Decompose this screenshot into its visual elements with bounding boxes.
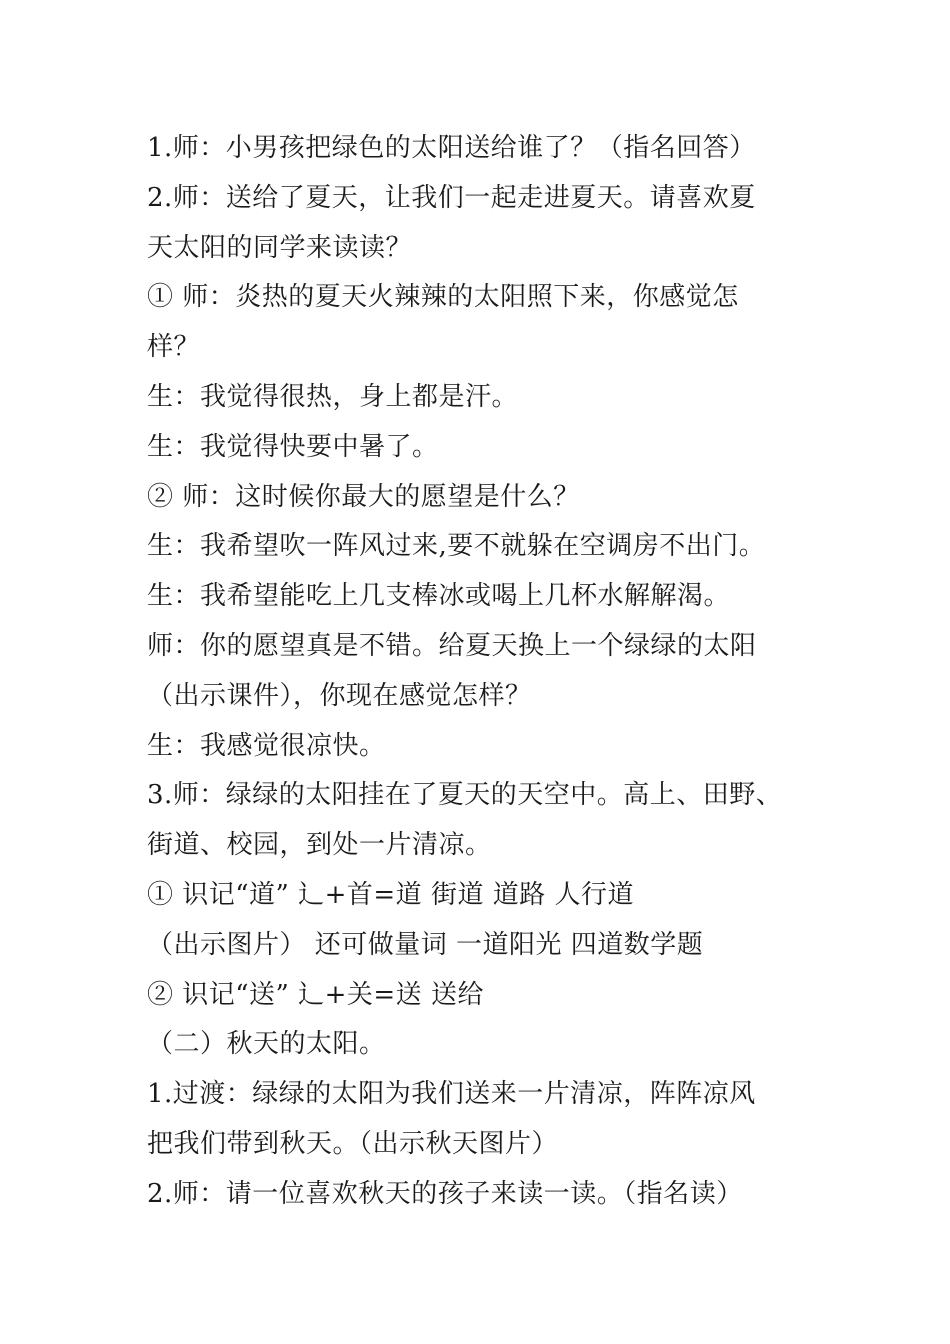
text-line: ① 师：炎热的夏天火辣辣的太阳照下来，你感觉怎 [147, 282, 739, 313]
text-line: 把我们带到秋天。（出示秋天图片） [147, 1128, 559, 1159]
text-line: 师：你的愿望真是不错。给夏天换上一个绿绿的太阳 [147, 630, 757, 661]
text-line: 街道、校园，到处一片清凉。 [147, 830, 492, 861]
text-line: 天太阳的同学来读读？ [147, 232, 413, 263]
text-line: （出示课件），你现在感觉怎样？ [147, 680, 532, 711]
text-line: ① 识记“道” 辶+首=道 街道 道路 人行道 [147, 879, 634, 910]
text-line: 生：我希望吹一阵风过来,要不就躲在空调房不出门。 [147, 531, 766, 562]
text-line: 3.师：绿绿的太阳挂在了夏天的天空中。高上、田野、 [147, 780, 783, 811]
section-heading: （二）秋天的太阳。 [147, 1029, 386, 1060]
text-line: 2.师：请一位喜欢秋天的孩子来读一读。（指名读） [147, 1178, 743, 1209]
text-line: 生：我感觉很凉快。 [147, 730, 386, 761]
text-line: 2.师：送给了夏天，让我们一起走进夏天。请喜欢夏 [147, 182, 756, 213]
document-body [147, 124, 827, 1220]
text-line: 样？ [147, 332, 201, 363]
text-line: ② 师：这时候你最大的愿望是什么？ [147, 481, 580, 512]
text-line: 生：我觉得很热，身上都是汗。 [147, 381, 519, 412]
text-line: （出示图片） 还可做量词 一道阳光 四道数学题 [147, 929, 704, 960]
text-line: 生：我希望能吃上几支棒冰或喝上几杯水解解渴。 [147, 581, 731, 612]
text-line: ② 识记“送” 辶+关=送 送给 [147, 979, 484, 1010]
text-line: 生：我觉得快要中暑了。 [147, 431, 439, 462]
text-line: 1.师：小男孩把绿色的太阳送给谁了？（指名回答） [147, 133, 756, 163]
text-line: 1.过渡：绿绿的太阳为我们送来一片清凉，阵阵凉风 [147, 1079, 756, 1110]
